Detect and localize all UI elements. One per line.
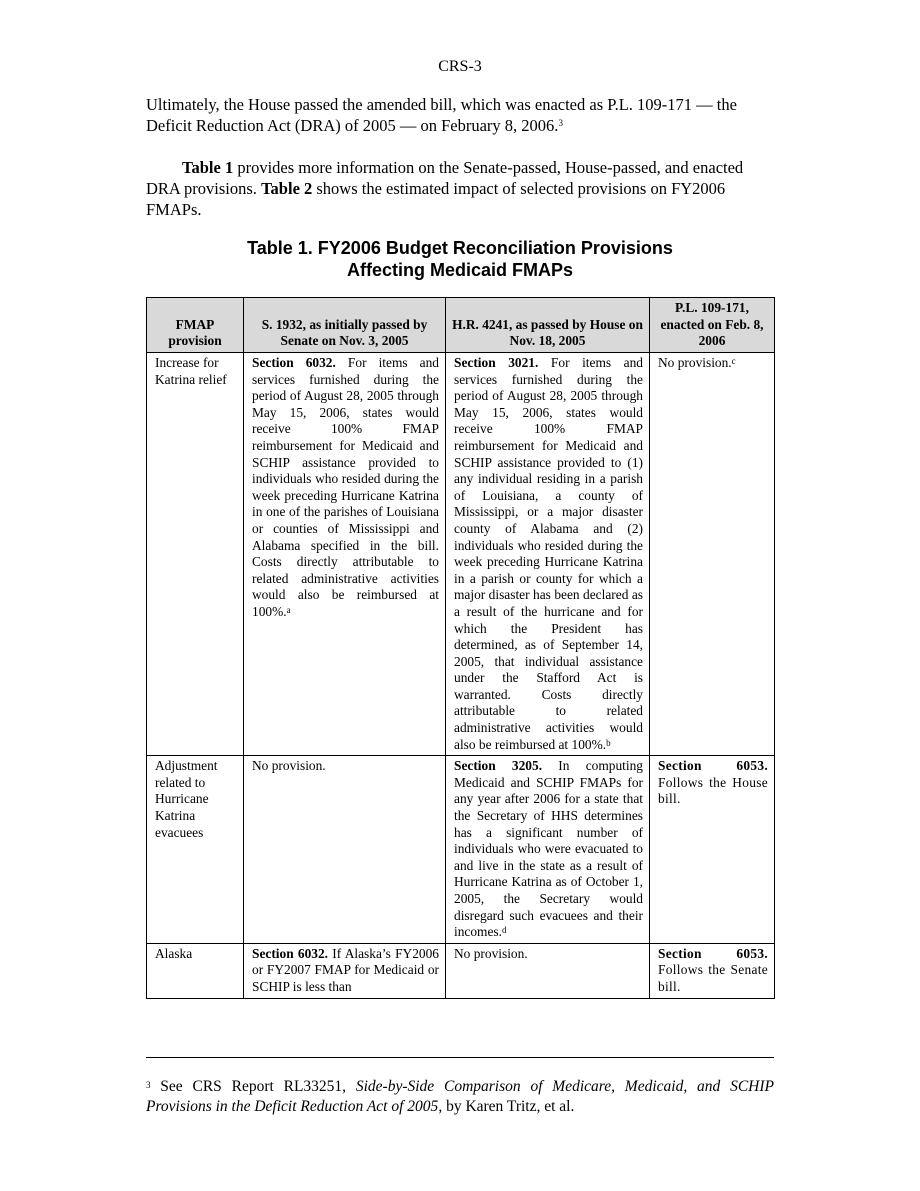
row-provision-cell: Increase for Katrina relief <box>147 353 244 756</box>
cell-text: For items and services furnished during the period of August 28, 2005 through May 15, 2006, states would receive 100% FMAP reimbursement for Medicaid and SCHIP assistance provided to individuals who resided during the week preceding Hurricane Katrina in one of the parishes of Louisiana or counties of Mississippi and Alabama specified in the bill. Costs directly attributable to related administrative activities would also be reimbursed at 100%. <box>252 355 439 619</box>
cell-text: Follows the Senate bill. <box>658 962 768 994</box>
cell-text: For items and services furnished during the period of August 28, 2005 through May 15, 2006, states would receive 100% FMAP reimbursement for Medicaid and SCHIP assistance provided to (1) any individual residing in a parish of Louisiana, a county of Mississippi, or a major disaster county of Alabama and (2) individuals who resided during the week preceding Hurricane Katrina in a parish or county for which a major disaster has been declared as a result of the hurricane and for which the President has determined, as of September 14, 2005, that individual assistance under the Stafford Act is warranted. Costs directly attributable to related administrative activities would also be reimbursed at 100%. <box>454 355 643 752</box>
table-note-ref: a <box>286 604 291 615</box>
section-label: Section 6032. <box>252 355 336 370</box>
intro-paragraph-text: Ultimately, the House passed the amended bill, which was enacted as P.L. 109-171 — the Deficit Reduction Act (DRA) of 2005 — on February 8, 2006. <box>146 95 737 135</box>
intro-paragraph <box>146 94 774 136</box>
cell-text: In computing Medicaid and SCHIP FMAPs for any year after 2006 for a state that the Secretary of HHS determines has a significant number of individuals who were evacuated to and live in the state as a result of Hurricane Katrina as of October 1, 2005, the Secretary would disregard such evacuees and their incomes. <box>454 758 643 940</box>
header-fmap-provision: FMAP provision <box>147 298 244 353</box>
table-title-line-2: Affecting Medicaid FMAPs <box>346 260 574 280</box>
section-label: Section 6053. <box>658 758 768 774</box>
section-label: Section 6032. <box>252 945 329 961</box>
cell-text: No provision. <box>454 945 528 961</box>
footnote-ref[interactable]: 3 <box>558 118 563 128</box>
table-header-row <box>147 298 775 353</box>
table-title-line-1: Table 1. FY2006 Budget Reconciliation Provisions <box>247 238 673 258</box>
header-senate: S. 1932, as initially passed by Senate on Nov. 3, 2005 <box>244 298 446 353</box>
footnote-report-title: Side-by-Side Comparison of Medicare, Medicaid, and SCHIP Provisions in the Deficit Reduction Act of 2005 <box>146 1078 774 1115</box>
table-note-ref: d <box>501 925 507 936</box>
table2-ref: Table 2 <box>261 179 313 198</box>
senate-cell <box>244 756 446 944</box>
law-cell <box>650 943 775 998</box>
section-label: Section 3021. <box>454 355 539 370</box>
provisions-table <box>146 297 775 999</box>
footnote <box>146 1077 774 1117</box>
footnote-number: 3 <box>146 1080 151 1090</box>
row-provision-cell: Alaska <box>147 943 244 998</box>
row-provision-cell: Adjustment related to Hurricane Katrina evacuees <box>147 756 244 944</box>
table-note-ref: c <box>731 356 736 366</box>
house-cell <box>446 353 650 756</box>
summary-text-1: provides more information on the Senate-passed, House-passed, and enacted DRA provisions. <box>146 158 744 198</box>
house-cell <box>446 756 650 944</box>
table-summary-paragraph <box>146 157 774 220</box>
cell-text: If Alaska’s FY2006 or FY2007 FMAP for Medicaid or SCHIP is less than <box>252 945 439 994</box>
table-row <box>147 756 775 944</box>
section-label: Section 6053. <box>658 945 768 961</box>
cell-text: No provision. <box>252 758 326 774</box>
senate-cell <box>244 353 446 756</box>
header-house: H.R. 4241, as passed by House on Nov. 18, 2005 <box>446 298 650 353</box>
section-label: Section 3205. <box>454 758 543 774</box>
footnote-prefix: See CRS Report RL33251, <box>150 1078 356 1095</box>
law-cell <box>650 353 775 756</box>
summary-text-2: shows the estimated impact of selected provisions on FY2006 FMAPs. <box>146 179 726 219</box>
footnote-suffix: , by Karen Tritz, et al. <box>438 1098 575 1115</box>
table-note-ref: b <box>606 737 611 748</box>
footnote-divider <box>146 1057 774 1058</box>
cell-text: Follows the House bill. <box>658 774 768 807</box>
cell-text: No provision. <box>658 355 732 370</box>
table1-ref: Table 1 <box>182 158 234 177</box>
header-public-law: P.L. 109-171, enacted on Feb. 8, 2006 <box>650 298 775 353</box>
senate-cell <box>244 943 446 998</box>
table-row <box>147 353 775 756</box>
law-cell <box>650 756 775 944</box>
page-header: CRS-3 <box>438 58 482 75</box>
table-title <box>146 237 774 281</box>
table-row <box>147 943 775 998</box>
house-cell <box>446 943 650 998</box>
